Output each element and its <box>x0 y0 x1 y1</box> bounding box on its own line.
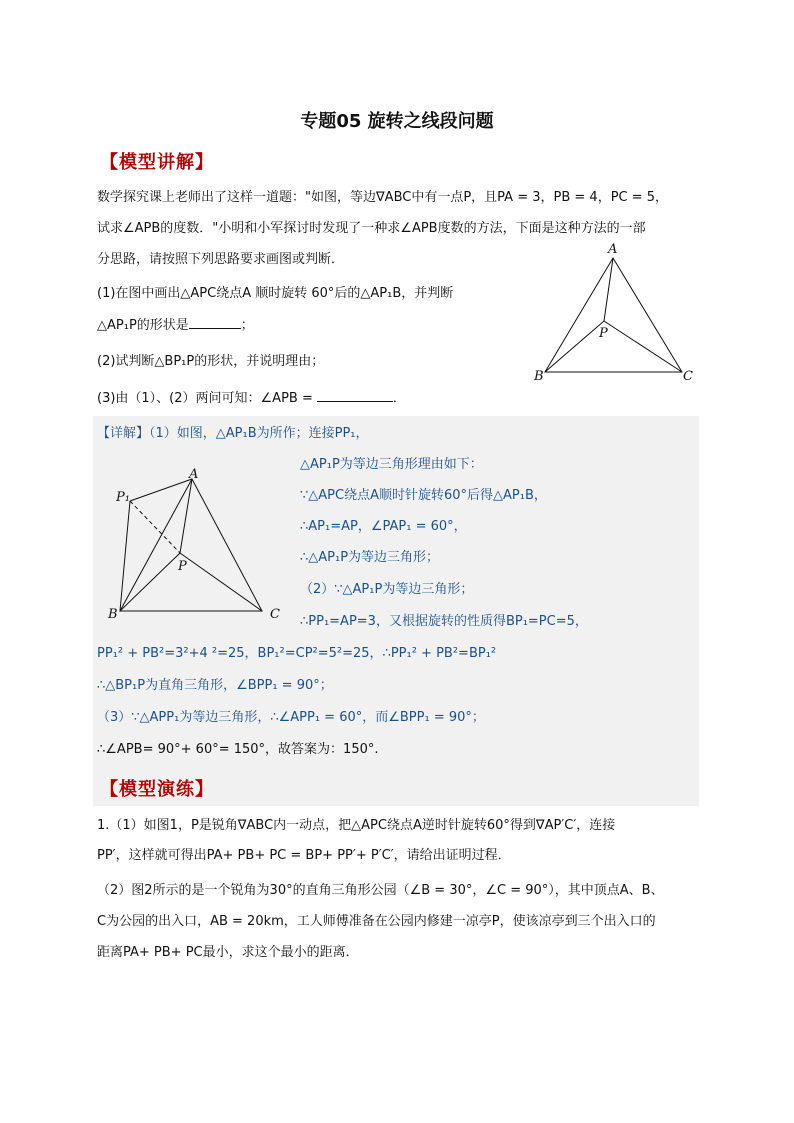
triangle-abc <box>545 258 682 372</box>
segment-pa <box>604 258 613 321</box>
exercise-line-1: 1.（1）如图1，P是锐角∇ABC内一动点，把△APC绕点A逆时针旋转60°得到∇AP′C′，连接 <box>97 818 616 833</box>
solution-line-7: ∴PP₁=AP=3，又根据旋转的性质得BP₁=PC=5， <box>300 614 588 629</box>
solution-line-10: （3）∵△APP₁为等边三角形，∴∠APP₁ = 60°，而∠BPP₁ = 90°； <box>97 710 485 725</box>
solution-line-1: 【详解】（1）如图，△AP₁B为所作；连接PP₁， <box>97 426 369 441</box>
solution-line-2: △AP₁P为等边三角形理由如下： <box>300 457 483 472</box>
label-b: B <box>108 607 118 622</box>
label-c: C <box>270 607 280 622</box>
page-title: 专题05 旋转之线段问题 <box>300 111 494 132</box>
question-3-text: (3)由（1）、(2）两问可知：∠APB = <box>97 391 313 406</box>
label-a: A <box>189 467 199 482</box>
problem-line-3: 分思路，请按照下列思路要求画图或判断． <box>97 252 345 267</box>
question-3-end: ． <box>392 391 406 406</box>
solution-line-9: ∴△BP₁P为直角三角形，∠BPP₁ = 90°； <box>97 678 333 693</box>
solution-line-6: （2）∵△AP₁P为等边三角形； <box>300 582 474 597</box>
segment-pb <box>120 553 180 611</box>
label-a: A <box>608 242 618 257</box>
answer-blank-3[interactable] <box>317 389 393 402</box>
problem-line-1: 数学探究课上老师出了这样一道题："如图，等边∇ABC中有一点P，且PA = 3，PB = 4，PC = 5， <box>97 190 669 205</box>
question-3-line <box>97 389 406 409</box>
dashed-segment-pp1 <box>130 501 180 553</box>
label-b: B <box>534 369 544 384</box>
label-p: P <box>178 559 187 574</box>
segment-p1a <box>130 479 192 501</box>
figure-equilateral-triangle <box>520 238 710 388</box>
exercise-line-4: C为公园的出入口，AB = 20km，工人师傅准备在公园内修建一凉亭P，使该凉亭到三个出入口的 <box>97 914 656 929</box>
segment-pc <box>604 321 682 372</box>
exercise-line-3: （2）图2所示的是一个锐角为30°的直角三角形公园（∠B = 30°，∠C = 90°），其中顶点A、B、 <box>97 883 664 898</box>
solution-line-4: ∴AP₁=AP，∠PAP₁ = 60°， <box>300 519 467 534</box>
solution-line-3: ∵△APC绕点A顺时针旋转60°后得△AP₁B， <box>300 488 547 503</box>
question-1-end: ； <box>240 318 254 333</box>
label-p: P <box>599 326 608 341</box>
question-1-line-1: (1)在图中画出△APC绕点A 顺时旋转 60°后的△AP₁B，并判断 <box>97 286 454 301</box>
problem-line-2: 试求∠APB的度数．"小明和小军探讨时发现了一种求∠APB度数的方法，下面是这种方法的一部 <box>97 221 646 236</box>
question-1-text: △AP₁P的形状是 <box>97 318 189 333</box>
exercise-line-5: 距离PA+ PB+ PC最小，求这个最小的距离． <box>97 945 359 960</box>
triangle-abc <box>120 479 262 611</box>
exercise-line-2: PP′，这样就可得出PA+ PB+ PC = BP+ PP′+ P′C′，请给出证明过程． <box>97 848 511 863</box>
section-heading-model-explanation: 【模型讲解】 <box>100 152 214 173</box>
question-1-line-2 <box>97 316 254 336</box>
label-p1: P₁ <box>116 490 130 505</box>
solution-line-8: PP₁² + PB²=3²+4 ²=25，BP₁²=CP²=5²=25，∴PP₁² + PB²=BP₁² <box>97 646 497 661</box>
label-c: C <box>683 369 693 384</box>
question-2: (2)试判断△BP₁P的形状，并说明理由； <box>97 354 325 369</box>
segment-pc <box>180 553 262 611</box>
answer-blank-1[interactable] <box>189 316 241 329</box>
figure-rotation-solution <box>100 466 300 626</box>
segment-pb <box>545 321 604 372</box>
solution-line-5: ∴△AP₁P为等边三角形； <box>300 550 440 565</box>
solution-line-11: ∴∠APB= 90°+ 60°= 150°，故答案为：150°. <box>97 742 379 757</box>
section-heading-model-practice: 【模型演练】 <box>100 779 214 800</box>
